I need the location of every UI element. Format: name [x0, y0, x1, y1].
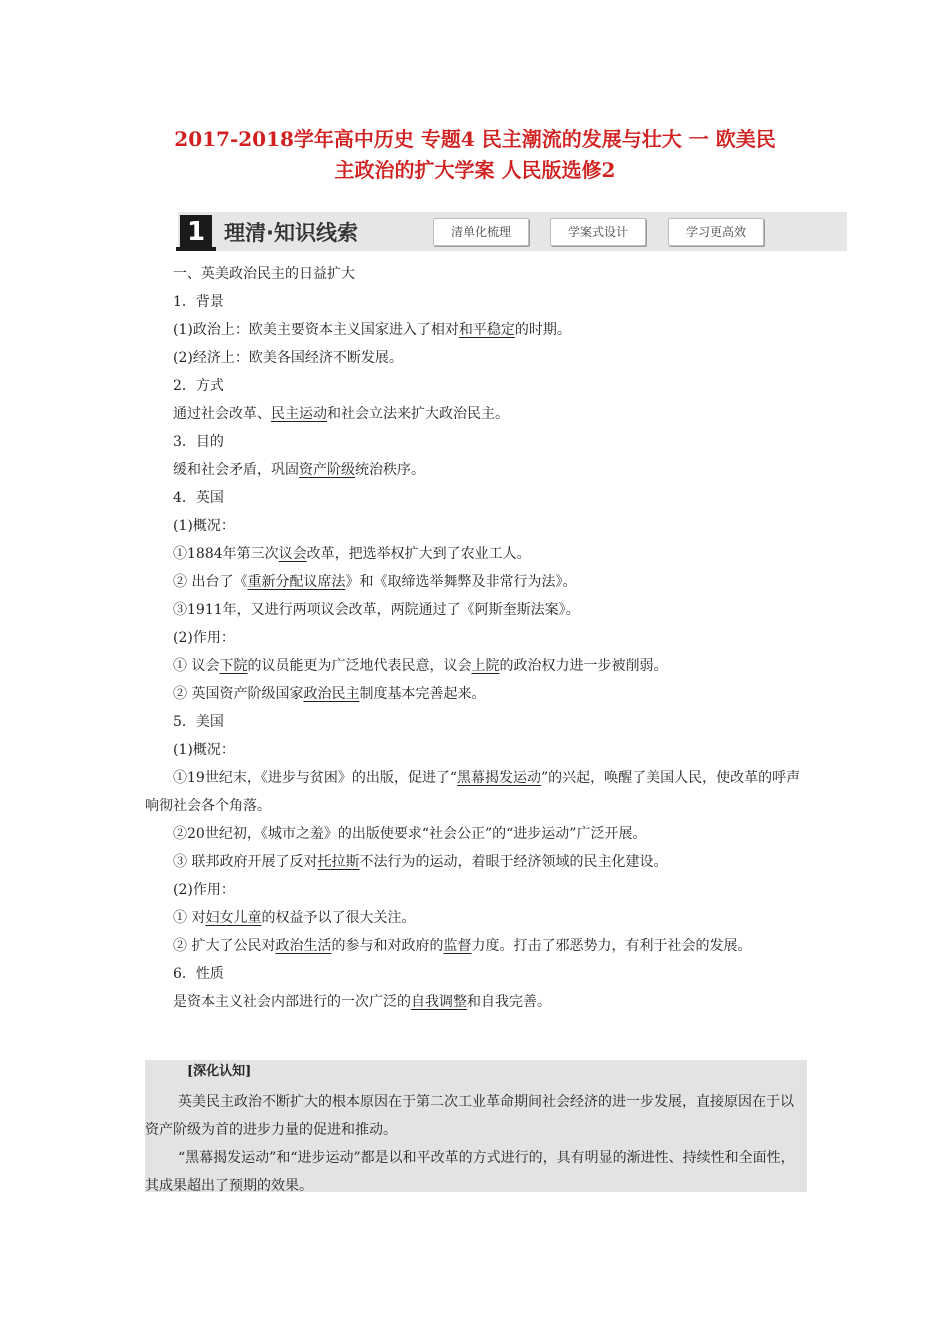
key-term: 议会: [278, 546, 307, 562]
tab-checklist[interactable]: 清单化梳理: [433, 218, 529, 246]
paragraph: 通过社会改革、民主运动和社会立法来扩大政治民主。: [173, 406, 509, 422]
document-title: [100, 124, 850, 186]
subsection-title: 3．目的: [173, 434, 224, 450]
key-term: 政治生活: [275, 938, 332, 954]
banner-title: 理清·知识线索: [224, 221, 358, 245]
key-term: 政治民主: [303, 686, 360, 702]
title-line-1: 2017-2018学年高中历史 专题4 民主潮流的发展与壮大 一 欧美民: [174, 127, 776, 151]
tab-efficiency[interactable]: 学习更高效: [668, 218, 764, 246]
list-item: ② 出台了《重新分配议席法》和《取缔选举舞弊及非常行为法》。: [173, 574, 577, 590]
sub-heading: (1)概况：: [173, 518, 235, 534]
sub-heading: (2)作用：: [173, 882, 235, 898]
key-term: 上院: [471, 658, 500, 674]
subsection-title: 4．英国: [173, 490, 224, 506]
list-item: ① 对妇女儿童的权益予以了很大关注。: [173, 910, 416, 926]
knowledge-content: [145, 260, 813, 1016]
list-item: ② 英国资产阶级国家政治民主制度基本完善起来。: [173, 686, 486, 702]
paragraph: 缓和社会矛盾，巩固资产阶级统治秩序。: [173, 462, 425, 478]
paragraph: (2)经济上：欧美各国经济不断发展。: [173, 350, 403, 366]
deepen-understanding-box: [145, 1060, 807, 1192]
box-paragraph: “黑幕揭发运动”和“进步运动”都是以和平改革的方式进行的，具有明显的渐进性、持续性和全面性，其成果超出了预期的效果。: [145, 1150, 795, 1194]
key-term: 资产阶级: [299, 462, 355, 478]
sub-heading: (2)作用：: [173, 630, 235, 646]
title-line-2: 主政治的扩大学案 人民版选修2: [334, 158, 616, 182]
key-term: 重新分配议席法: [247, 574, 346, 590]
subsection-title: 2．方式: [173, 378, 224, 394]
subsection-title: 6．性质: [173, 966, 224, 982]
subsection-title: 5．美国: [173, 714, 224, 730]
sub-heading: (1)概况：: [173, 742, 235, 758]
key-term: 和平稳定: [458, 322, 515, 338]
section-number-badge: 1: [180, 215, 212, 249]
paragraph: 是资本主义社会内部进行的一次广泛的自我调整和自我完善。: [173, 994, 551, 1010]
section-banner: [178, 212, 847, 251]
key-term: 下院: [219, 658, 248, 674]
box-paragraph: 英美民主政治不断扩大的根本原因在于第二次工业革命期间社会经济的进一步发展，直接原因在于以资产阶级为首的进步力量的促进和推动。: [145, 1094, 794, 1138]
subsection-title: 1．背景: [173, 294, 224, 310]
tab-design[interactable]: 学案式设计: [550, 218, 646, 246]
key-term: 黑幕揭发运动: [456, 770, 541, 786]
box-body: [145, 1088, 807, 1200]
key-term: 监督: [443, 938, 472, 954]
key-term: 民主运动: [271, 406, 327, 422]
list-item: ①19世纪末，《进步与贫困》的出版，促进了“黑幕揭发运动”的兴起，唤醒了美国人民，使改革的呼声响彻社会各个角落。: [145, 770, 801, 814]
list-item: ① 议会下院的议员能更为广泛地代表民意，议会上院的政治权力进一步被削弱。: [173, 658, 668, 674]
list-item: ②20世纪初，《城市之羞》的出版使要求“社会公正”的“进步运动”广泛开展。: [173, 826, 647, 842]
section-heading: 一、英美政治民主的日益扩大: [173, 266, 355, 282]
list-item: ② 扩大了公民对政治生活的参与和对政府的监督力度。打击了邪恶势力，有利于社会的发展。: [173, 938, 752, 954]
key-term: 自我调整: [411, 994, 467, 1010]
key-term: 妇女儿童: [205, 910, 262, 926]
list-item: ③1911年，又进行两项议会改革，两院通过了《阿斯奎斯法案》。: [173, 602, 580, 618]
box-label: [深化认知]: [187, 1064, 252, 1079]
list-item: ③ 联邦政府开展了反对托拉斯不法行为的运动，着眼于经济领域的民主化建设。: [173, 854, 668, 870]
list-item: ①1884年第三次议会改革，把选举权扩大到了农业工人。: [173, 546, 531, 562]
paragraph: (1)政治上：欧美主要资本主义国家进入了相对和平稳定的时期。: [173, 322, 571, 338]
key-term: 托拉斯: [317, 854, 360, 870]
